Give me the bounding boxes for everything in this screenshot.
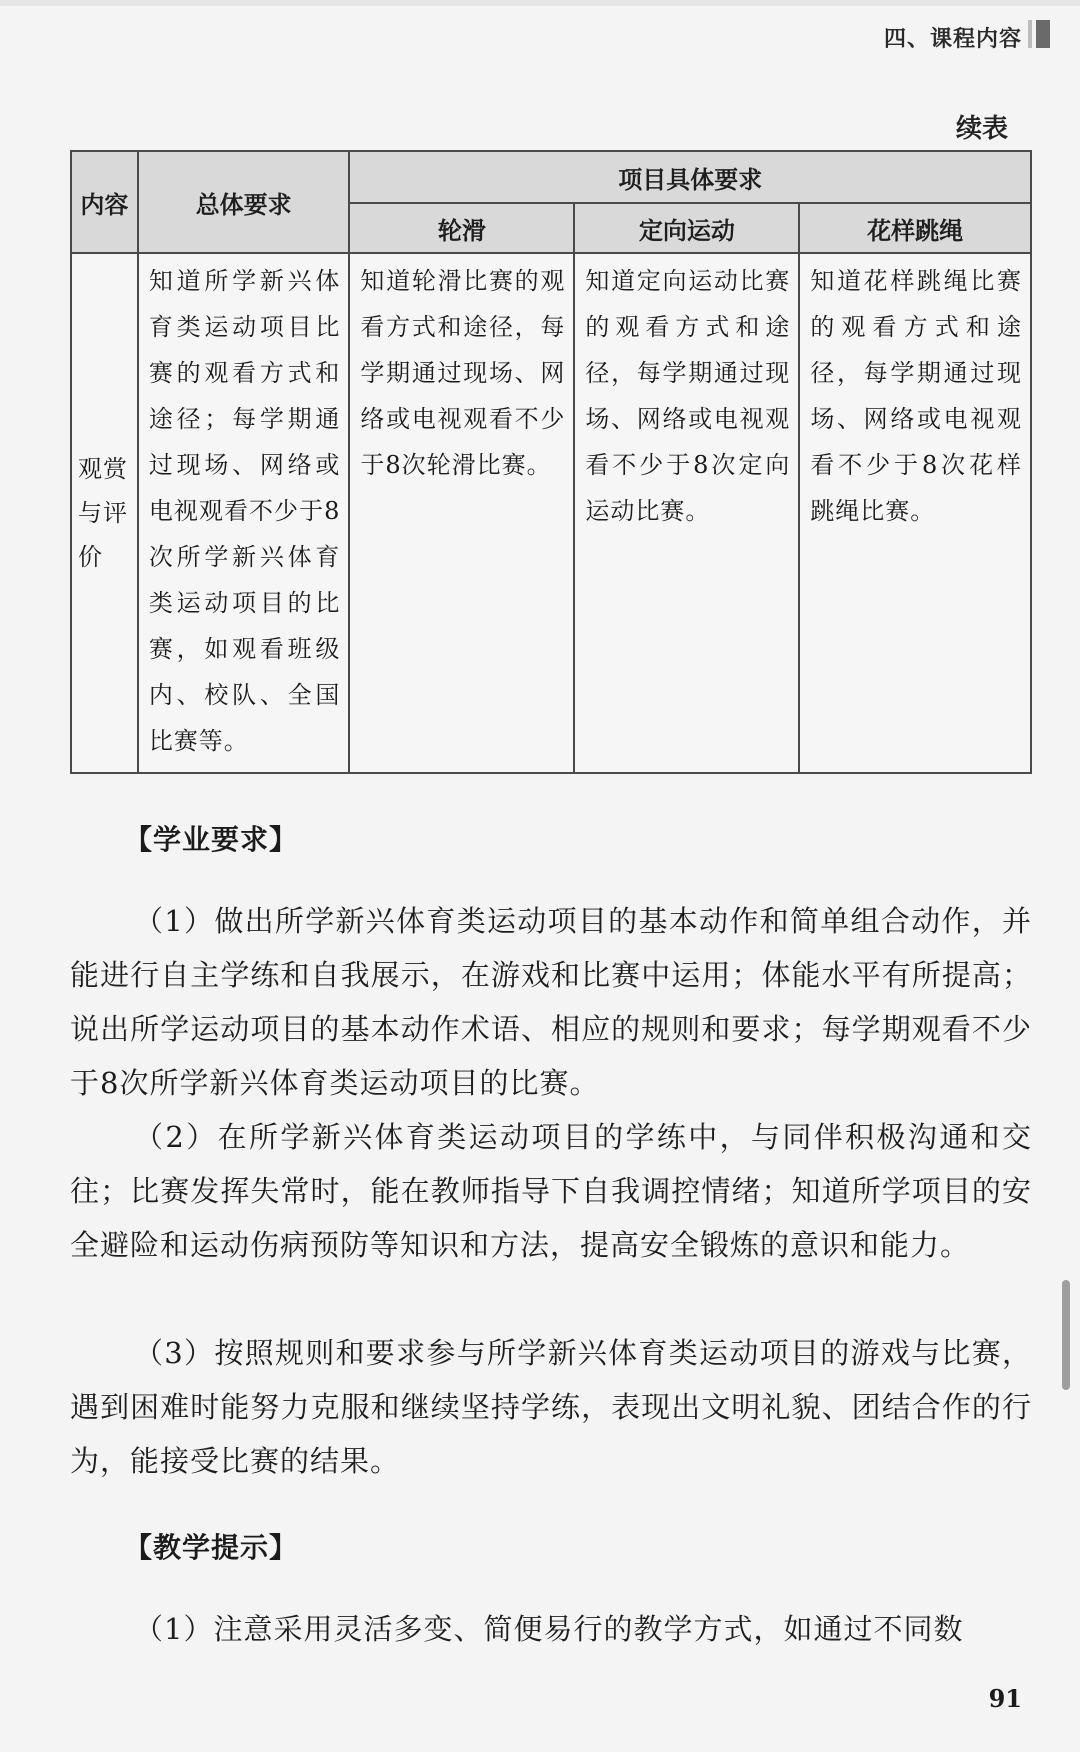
academic-paragraph-2: （2）在所学新兴体育类运动项目的学练中，与同伴积极沟通和交往；比赛发挥失常时，能在教师指导下自我调控情绪；知道所学项目的安全避险和运动伤病预防等知识和方法，提高安全锻炼的意识和能力。 [70, 1120, 1032, 1262]
table-row [71, 253, 1031, 773]
cell-overall: 知道所学新兴体育类运动项目比赛的观看方式和途径；每学期通过现场、网络或电视观看不少于8次所学新兴体育类运动项目的比赛，如观看班级内、校队、全国比赛等。 [138, 253, 350, 773]
row-label: 观赏与评价 [71, 253, 138, 773]
header-content: 内容 [71, 151, 138, 253]
cell-orienteering: 知道定向运动比赛的观看方式和途径，每学期通过现场、网络或电视观看不少于8次定向运动比赛。 [574, 253, 799, 773]
teaching-paragraph-1: （1）注意采用灵活多变、简便易行的教学方式，如通过不同数 [134, 1612, 964, 1646]
header-roller-skating: 轮滑 [349, 203, 574, 253]
cell-rope-skipping: 知道花样跳绳比赛的观看方式和途径，每学期通过现场、网络或电视观看不少于8次花样跳绳比赛。 [799, 253, 1031, 773]
academic-paragraph-1: （1）做出所学新兴体育类运动项目的基本动作和简单组合动作，并能进行自主学练和自我展示，在游戏和比赛中运用；体能水平有所提高；说出所学运动项目的基本动作术语、相应的规则和要求；每学期观看不少于8次所学新兴体育类运动项目的比赛。 [70, 904, 1032, 1100]
academic-heading: 【学业要求】 [124, 823, 299, 856]
header-orienteering: 定向运动 [574, 203, 799, 253]
academic-paragraph-3: （3）按照规则和要求参与所学新兴体育类运动项目的游戏与比赛，遇到困难时能努力克服和继续坚持学练，表现出文明礼貌、团结合作的行为，能接受比赛的结果。 [70, 1336, 1032, 1478]
teaching-heading: 【教学提示】 [124, 1531, 299, 1564]
header-overall: 总体要求 [138, 151, 350, 253]
header-specific: 项目具体要求 [349, 151, 1031, 203]
requirements-table [70, 150, 1032, 774]
chapter-marker-icon [1028, 20, 1050, 48]
header-rope-skipping: 花样跳绳 [799, 203, 1031, 253]
cell-roller-skating: 知道轮滑比赛的观看方式和途径，每学期通过现场、网络或电视观看不少于8次轮滑比赛。 [349, 253, 574, 773]
continued-label: 续表 [955, 114, 1008, 144]
page-number: 91 [988, 1684, 1022, 1713]
scrollbar[interactable] [1062, 1280, 1070, 1390]
chapter-title: 四、课程内容 [883, 27, 1022, 52]
header-rule [0, 0, 1080, 6]
